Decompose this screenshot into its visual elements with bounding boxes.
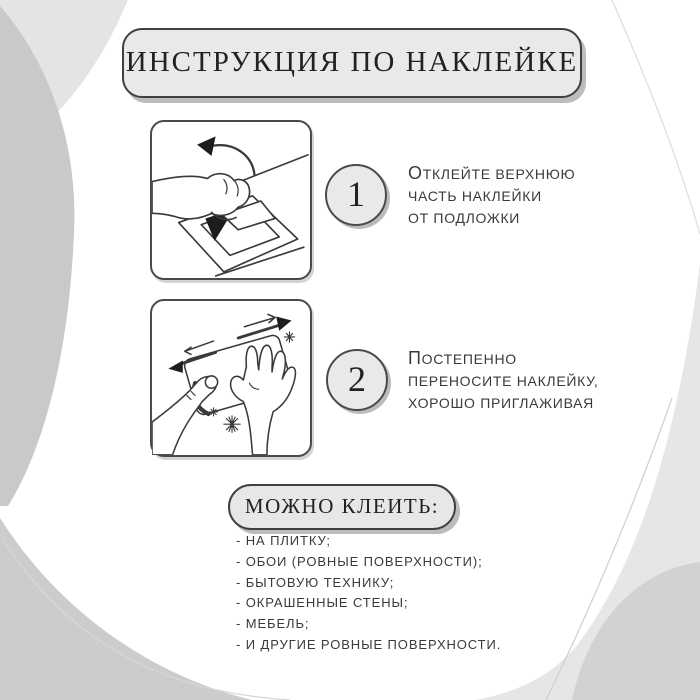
step-2-figure bbox=[150, 299, 312, 457]
surface-item: - НА ПЛИТКУ; bbox=[236, 533, 331, 548]
thumb bbox=[205, 376, 217, 388]
surface-item: - МЕБЕЛЬ; bbox=[236, 616, 310, 632]
surface-item: - ОКРАШЕННЫЕ СТЕНЫ; bbox=[236, 595, 409, 611]
step-2-line-2: ПЕРЕНОСИТЕ НАКЛЕЙКУ, bbox=[408, 373, 599, 389]
step-1-badge bbox=[325, 164, 387, 226]
thick-arrow-left-icon bbox=[179, 352, 216, 364]
step-1-line-2: ЧАСТЬ НАКЛЕЙКИ bbox=[408, 188, 542, 204]
arrow-head-right bbox=[276, 316, 291, 330]
surface-item: - БЫТОВУЮ ТЕХНИКУ; bbox=[236, 574, 395, 590]
arrow-head bbox=[197, 136, 215, 155]
surfaces-list bbox=[236, 531, 566, 656]
decor-bottomleft-corner bbox=[0, 518, 252, 700]
step-2-number: 2 bbox=[348, 359, 366, 399]
surfaces-heading: МОЖНО КЛЕИТЬ: bbox=[244, 494, 440, 518]
peel-sticker-illustration bbox=[152, 122, 310, 278]
surfaces-banner bbox=[228, 484, 456, 530]
thin-arrow-right-icon bbox=[244, 314, 275, 326]
small-sparkle-icon bbox=[209, 408, 217, 416]
step-2-line-1: ПОСТЕПЕННО bbox=[408, 348, 517, 368]
surface-item: - ОБОИ (РОВНЫЕ ПОВЕРХНОСТИ); bbox=[236, 553, 483, 569]
step-1-description bbox=[408, 162, 628, 229]
right-hand bbox=[231, 345, 296, 455]
title-banner bbox=[122, 28, 582, 98]
surface-item: - И ДРУГИЕ РОВНЫЕ ПОВЕРХНОСТИ. bbox=[236, 636, 502, 652]
curved-arrow-icon bbox=[214, 145, 255, 175]
step-2-line-3: ХОРОШО ПРИГЛАЖИВАЯ bbox=[408, 395, 594, 411]
step-1-figure bbox=[150, 120, 312, 280]
thin-arrow-left-icon bbox=[185, 341, 214, 354]
starburst-icon bbox=[224, 416, 240, 432]
page-title: ИНСТРУКЦИЯ ПО НАКЛЕЙКЕ bbox=[125, 46, 579, 78]
left-hand bbox=[152, 377, 216, 455]
step-1-line-1: ОТКЛЕЙТЕ ВЕРХНЮЮ bbox=[408, 163, 576, 183]
step-2-badge bbox=[326, 349, 388, 411]
step-2-description bbox=[408, 347, 628, 414]
smoothing-hands-illustration bbox=[152, 301, 310, 455]
table-edge-line-2 bbox=[216, 247, 304, 276]
step-1-number: 1 bbox=[347, 174, 365, 214]
arrow-head-left bbox=[168, 361, 182, 373]
step-1-line-3: ОТ ПОДЛОЖКИ bbox=[408, 210, 521, 226]
sparkle-icon bbox=[284, 332, 294, 342]
